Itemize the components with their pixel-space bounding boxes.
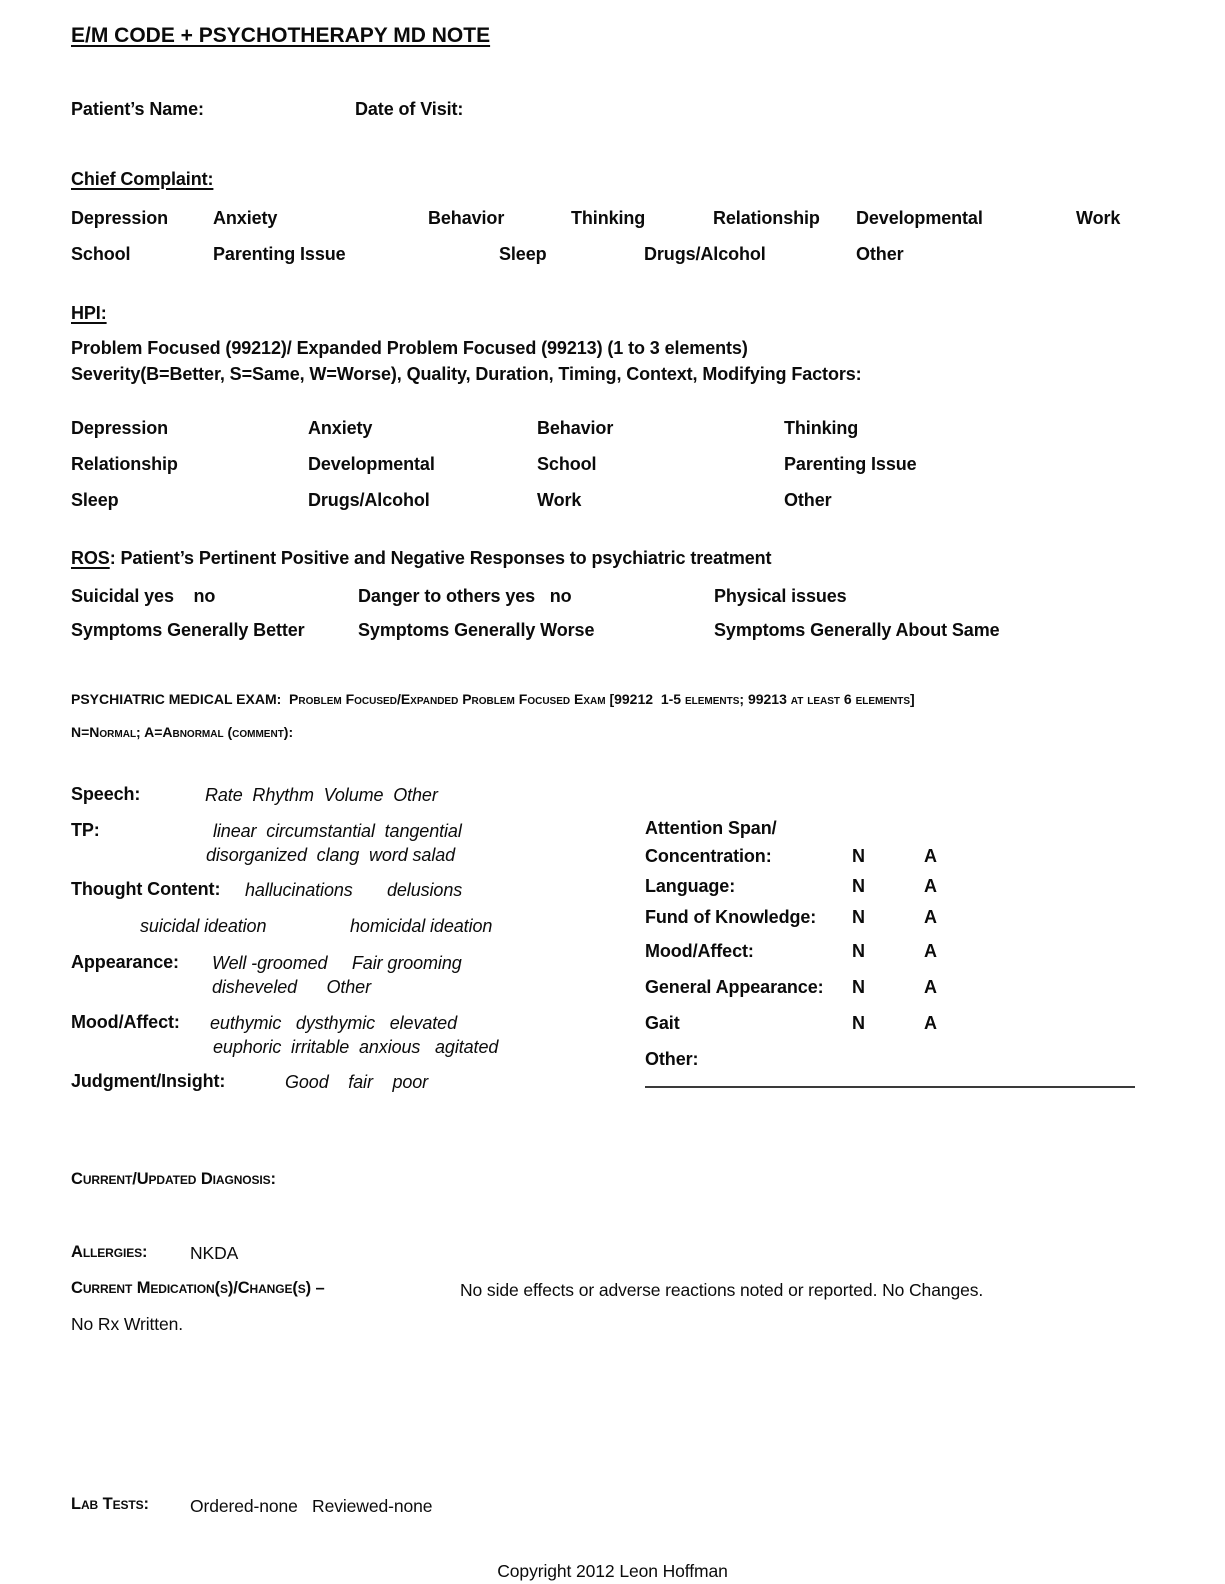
cc-option-school: School: [71, 244, 131, 264]
hpi-code-line: Problem Focused (99212)/ Expanded Problem Focused (99213) (1 to 3 elements): [71, 338, 748, 358]
appearance-values-line1: Well -groomed Fair grooming: [212, 953, 462, 973]
mood-affect-normal-option: N: [852, 941, 865, 961]
exam-heading: PSYCHIATRIC MEDICAL EXAM: Problem Focused/Expanded Problem Focused Exam [99212 1-5 elements; 99213 at least 6 elements]: [71, 691, 915, 707]
hpi-heading: HPI:: [71, 303, 107, 323]
fund-of-knowledge-label: Fund of Knowledge:: [645, 907, 817, 927]
lab-tests-label: Lab Tests:: [71, 1495, 149, 1513]
hpi-option-drugs-alcohol: Drugs/Alcohol: [308, 490, 430, 510]
appearance-values-line2: disheveled Other: [212, 977, 371, 997]
tp-label: TP:: [71, 820, 100, 840]
hpi-option-anxiety: Anxiety: [308, 418, 373, 438]
attention-normal-option: N: [852, 846, 865, 866]
judgment-insight-label: Judgment/Insight:: [71, 1071, 226, 1091]
mood-affect-values-line2: euphoric irritable anxious agitated: [213, 1037, 499, 1057]
tp-values-line2: disorganized clang word salad: [206, 845, 456, 865]
ros-heading-rest: : Patient’s Pertinent Positive and Negative Responses to psychiatric treatment: [109, 548, 772, 568]
patient-name-label: Patient’s Name:: [71, 99, 204, 119]
no-rx-written-text: No Rx Written.: [71, 1314, 184, 1334]
date-of-visit-label: Date of Visit:: [355, 99, 464, 119]
ros-heading-abbr: ROS: [71, 548, 110, 568]
gait-normal-option: N: [852, 1013, 865, 1033]
general-appearance-label: General Appearance:: [645, 977, 824, 997]
fund-of-knowledge-normal-option: N: [852, 907, 865, 927]
speech-label: Speech:: [71, 784, 141, 804]
appearance-label: Appearance:: [71, 952, 179, 972]
language-normal-option: N: [852, 876, 865, 896]
cc-option-depression: Depression: [71, 208, 169, 228]
exam-normal-abnormal-key: N=Normal; A=Abnormal (comment):: [71, 724, 294, 740]
hpi-option-developmental: Developmental: [308, 454, 435, 474]
hpi-option-work: Work: [537, 490, 582, 510]
gait-abnormal-option: A: [924, 1013, 937, 1033]
homicidal-ideation-item: homicidal ideation: [350, 916, 493, 936]
mood-affect-na-label: Mood/Affect:: [645, 941, 754, 961]
lab-tests-value: Ordered-none Reviewed-none: [190, 1496, 433, 1516]
medication-value: No side effects or adverse reactions noted or reported. No Changes.: [460, 1280, 984, 1300]
exam-other-fill-line: [645, 1086, 1135, 1088]
judgment-insight-values: Good fair poor: [285, 1072, 429, 1092]
mood-affect-abnormal-option: A: [924, 941, 937, 961]
cc-option-other: Other: [856, 244, 904, 264]
hpi-option-sleep: Sleep: [71, 490, 119, 510]
hpi-option-behavior: Behavior: [537, 418, 614, 438]
ros-physical-issues: Physical issues: [714, 586, 847, 606]
language-label: Language:: [645, 876, 736, 896]
speech-values: Rate Rhythm Volume Other: [205, 785, 438, 805]
attention-span-label-line1: Attention Span/: [645, 818, 777, 838]
cc-option-thinking: Thinking: [571, 208, 646, 228]
allergies-value: NKDA: [190, 1243, 239, 1263]
medication-label: Current Medication(s)/Change(s) –: [71, 1279, 325, 1297]
hpi-option-other: Other: [784, 490, 832, 510]
ros-symptoms-better: Symptoms Generally Better: [71, 620, 305, 640]
thought-content-label: Thought Content:: [71, 879, 221, 899]
mood-affect-label: Mood/Affect:: [71, 1012, 180, 1032]
copyright-text: Copyright 2012 Leon Hoffman: [497, 1561, 728, 1581]
cc-option-relationship: Relationship: [713, 208, 820, 228]
fund-of-knowledge-abnormal-option: A: [924, 907, 937, 927]
ros-suicidal: Suicidal yes no: [71, 586, 216, 606]
diagnosis-heading: Current/Updated Diagnosis:: [71, 1170, 276, 1188]
hpi-severity-line: Severity(B=Better, S=Same, W=Worse), Quality, Duration, Timing, Context, Modifying Factors:: [71, 364, 862, 384]
hpi-option-depression: Depression: [71, 418, 169, 438]
page-title: E/M CODE + PSYCHOTHERAPY MD NOTE: [71, 24, 491, 47]
hpi-option-relationship: Relationship: [71, 454, 178, 474]
cc-option-parenting-issue: Parenting Issue: [213, 244, 346, 264]
exam-other-label: Other:: [645, 1049, 699, 1069]
cc-option-behavior: Behavior: [428, 208, 505, 228]
language-abnormal-option: A: [924, 876, 937, 896]
ros-symptoms-same: Symptoms Generally About Same: [714, 620, 1000, 640]
attention-abnormal-option: A: [924, 846, 937, 866]
chief-complaint-heading: Chief Complaint:: [71, 169, 214, 189]
thought-content-values: hallucinations delusions: [245, 880, 463, 900]
suicidal-ideation-item: suicidal ideation: [140, 916, 267, 936]
cc-option-work: Work: [1076, 208, 1121, 228]
general-appearance-abnormal-option: A: [924, 977, 937, 997]
ros-symptoms-worse: Symptoms Generally Worse: [358, 620, 595, 640]
ros-heading: [71, 548, 771, 569]
hpi-option-thinking: Thinking: [784, 418, 859, 438]
cc-option-drugs-alcohol: Drugs/Alcohol: [644, 244, 766, 264]
cc-option-anxiety: Anxiety: [213, 208, 278, 228]
tp-values-line1: linear circumstantial tangential: [213, 821, 462, 841]
allergies-label: Allergies:: [71, 1243, 148, 1261]
cc-option-developmental: Developmental: [856, 208, 983, 228]
hpi-option-parenting-issue: Parenting Issue: [784, 454, 917, 474]
attention-span-label-line2: Concentration:: [645, 846, 772, 866]
cc-option-sleep: Sleep: [499, 244, 547, 264]
general-appearance-normal-option: N: [852, 977, 865, 997]
gait-label: Gait: [645, 1013, 680, 1033]
hpi-option-school: School: [537, 454, 597, 474]
ros-danger-to-others: Danger to others yes no: [358, 586, 572, 606]
mood-affect-values-line1: euthymic dysthymic elevated: [210, 1013, 458, 1033]
